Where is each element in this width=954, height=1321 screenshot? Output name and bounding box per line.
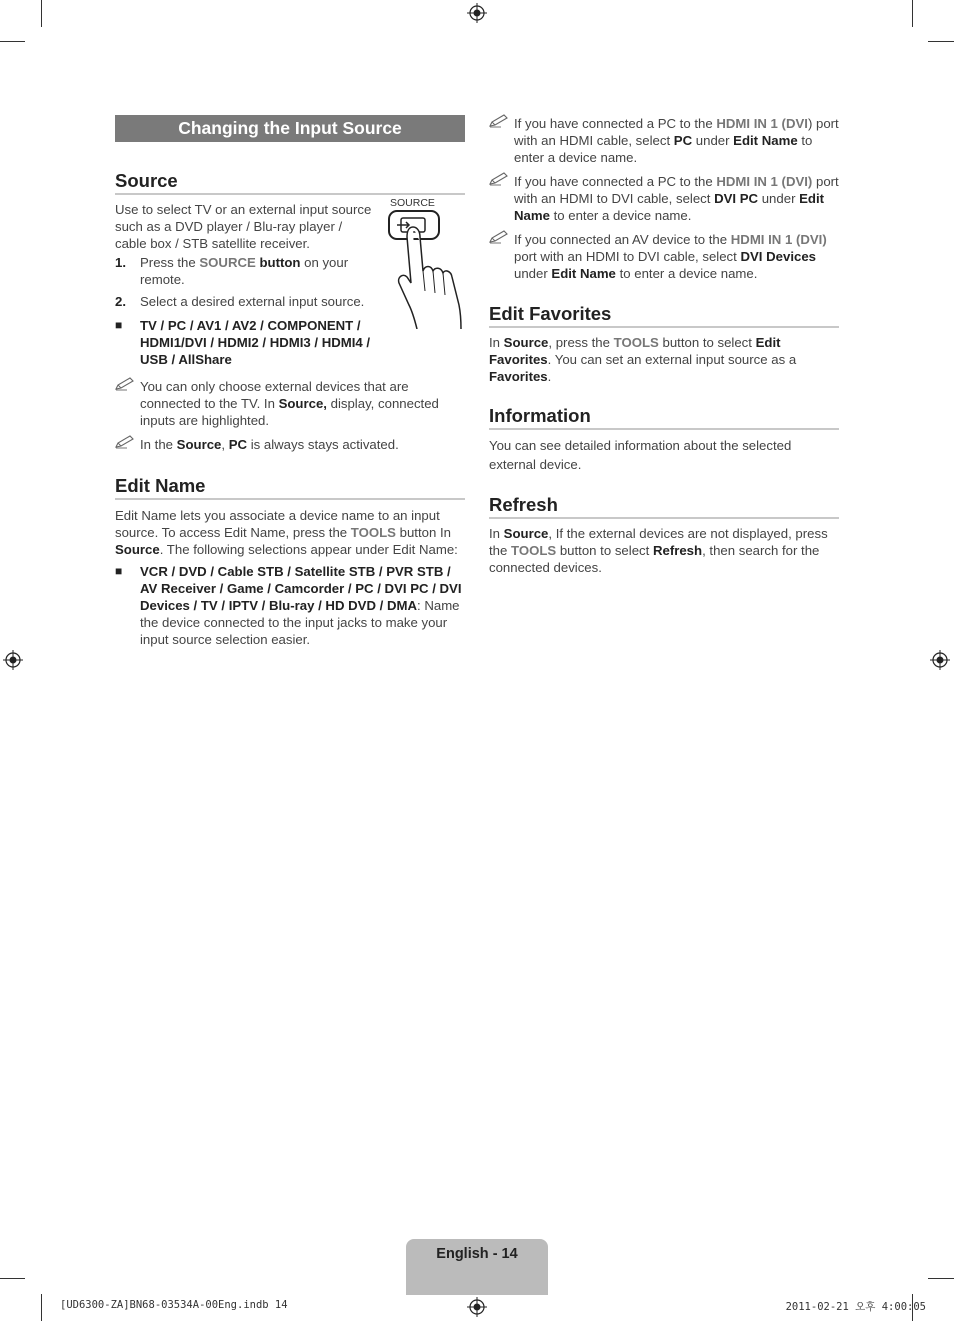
edit-name-heading: Edit Name <box>115 475 465 500</box>
note-dvi-pc: If you have connected a PC to the HDMI IN 1 (DVI) port with an HDMI to DVI cable, select DVI PC under Edit Name to enter a device name. <box>489 173 839 224</box>
crop-mark <box>928 1278 954 1279</box>
edit-name-paragraph: Edit Name lets you associate a device name to an input source. To access Edit Name, press the TOOLS button In Source. The following selections appear under Edit Name: <box>115 508 458 557</box>
right-column <box>489 115 839 576</box>
print-slug-file: [UD6300-ZA]BN68-03534A-00Eng.indb 14 <box>60 1299 288 1311</box>
page-number: English - 14 <box>436 1246 518 1262</box>
section-banner: Changing the Input Source <box>115 115 465 142</box>
note-hdmi-pc: If you have connected a PC to the HDMI IN 1 (DVI) port with an HDMI cable, select PC under Edit Name to enter a device name. <box>489 115 839 166</box>
hand-pressing-button-icon <box>387 209 467 329</box>
note-av-device: If you connected an AV device to the HDMI IN 1 (DVI) port with an HDMI to DVI cable, select DVI Devices under Edit Name to enter a device name. <box>489 231 839 282</box>
crop-mark <box>41 1294 42 1321</box>
crop-mark <box>0 1278 25 1279</box>
remote-source-label: SOURCE <box>390 197 435 209</box>
step-1: 1. Press the SOURCE button on your remote. <box>115 255 349 287</box>
remote-illustration <box>387 195 467 335</box>
note-1: You can only choose external devices that are connected to the TV. In Source, display, connected inputs are highlighted. <box>115 378 465 429</box>
information-paragraph: You can see detailed information about the selected external device. <box>489 438 792 472</box>
note-pencil-icon <box>489 172 509 186</box>
print-slug-date: 2011-02-21 오후 4:00:05 <box>785 1301 926 1313</box>
note-2: In the Source, PC is always stays activated. <box>115 436 465 453</box>
crop-mark <box>41 0 42 27</box>
registration-mark-icon <box>467 1297 487 1317</box>
note-pencil-icon <box>115 377 135 391</box>
edit-favorites-paragraph: In Source, press the TOOLS button to select Edit Favorites. You can set an external input source as a Favorites. <box>489 335 797 384</box>
refresh-heading: Refresh <box>489 494 839 519</box>
source-intro: Use to select TV or an external input source such as a DVD player / Blu-ray player / cable box / STB satellite receiver. <box>115 202 372 251</box>
note-pencil-icon <box>115 435 135 449</box>
information-heading: Information <box>489 405 839 430</box>
step-2: 2. Select a desired external input source. <box>115 294 365 309</box>
note-pencil-icon <box>489 230 509 244</box>
crop-mark <box>912 0 913 27</box>
refresh-paragraph: In Source, If the external devices are not displayed, press the TOOLS button to select Refresh, then search for the connected devices. <box>489 526 828 575</box>
left-column <box>115 115 465 648</box>
registration-mark-icon <box>930 650 950 670</box>
note-pencil-icon <box>489 114 509 128</box>
crop-mark <box>0 41 25 42</box>
registration-mark-icon <box>3 650 23 670</box>
registration-mark-icon <box>467 3 487 23</box>
source-section <box>115 197 465 453</box>
crop-mark <box>928 41 954 42</box>
edit-favorites-heading: Edit Favorites <box>489 303 839 328</box>
device-name-bullet: ■ VCR / DVD / Cable STB / Satellite STB / PVR STB / AV Receiver / Game / Camcorder / PC / DVI PC / DVI Devices / TV / IPTV / Blu-ray / HD DVD / DMA: Name the device connected to the input jacks to make your input source selection easier. <box>115 564 462 647</box>
source-heading: Source <box>115 170 465 195</box>
input-list-bullet: ■ TV / PC / AV1 / AV2 / COMPONENT / HDMI1/DVI / HDMI2 / HDMI3 / HDMI4 / USB / AllShare <box>115 318 371 367</box>
